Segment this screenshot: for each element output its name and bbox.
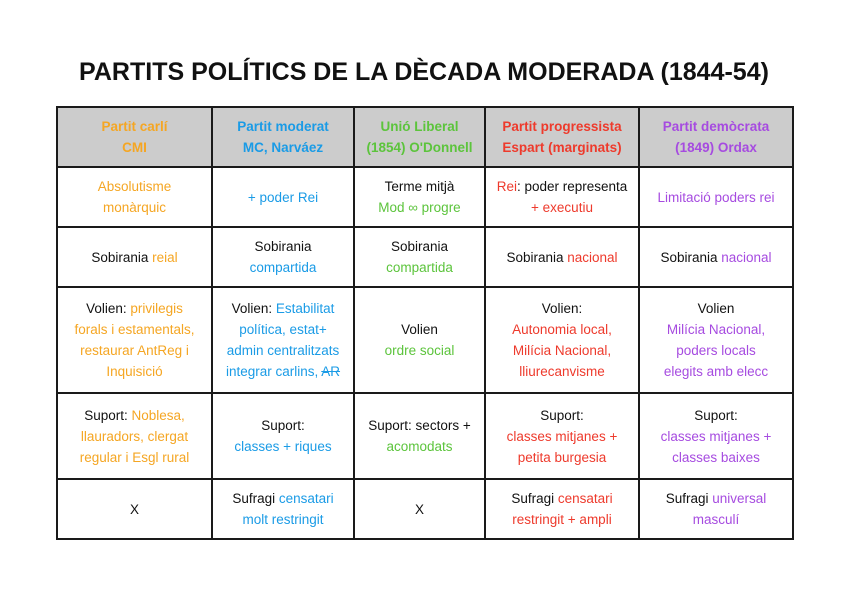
header-partit-democrata: Partit demòcrata (1849) Ordax xyxy=(639,107,793,167)
cell-unio-ideology: Terme mitjà Mod ∞ progre xyxy=(354,167,485,227)
cell-carli-ideology: Absolutisme monàrquic xyxy=(57,167,212,227)
cell-progressista-suffrage: Sufragi censatari restringit + ampli xyxy=(485,479,639,539)
cell-moderat-suffrage: Sufragi censatari molt restringit xyxy=(212,479,354,539)
header-row xyxy=(57,107,793,167)
cell-democrata-wanted: Volien Milícia Nacional, poders locals elegits amb elecc xyxy=(639,287,793,393)
cell-carli-support: Suport: Noblesa, llauradors, clergat regular i Esgl rural xyxy=(57,393,212,479)
cell-carli-wanted: Volien: privilegis forals i estamentals, restaurar AntReg i Inquisició xyxy=(57,287,212,393)
cell-carli-sovereignty: Sobirania reial xyxy=(57,227,212,287)
cell-moderat-sovereignty: Sobirania compartida xyxy=(212,227,354,287)
cell-moderat-ideology: + poder Rei xyxy=(212,167,354,227)
cell-progressista-support: Suport: classes mitjanes + petita burgesia xyxy=(485,393,639,479)
parties-table xyxy=(56,106,794,540)
header-partit-progressista: Partit progressista Espart (marginats) xyxy=(485,107,639,167)
header-unio-liberal: Unió Liberal (1854) O'Donnell xyxy=(354,107,485,167)
table-row-support xyxy=(57,393,793,479)
table-row-sovereignty xyxy=(57,227,793,287)
table-row-suffrage xyxy=(57,479,793,539)
cell-progressista-wanted: Volien: Autonomia local, Milícia Nacional, lliurecanvisme xyxy=(485,287,639,393)
page-title: PARTITS POLÍTICS DE LA DÈCADA MODERADA (1844-54) xyxy=(79,58,769,86)
cell-carli-suffrage: X xyxy=(57,479,212,539)
cell-democrata-sovereignty: Sobirania nacional xyxy=(639,227,793,287)
cell-unio-wanted: Volien ordre social xyxy=(354,287,485,393)
table-row-ideology xyxy=(57,167,793,227)
cell-unio-sovereignty: Sobirania compartida xyxy=(354,227,485,287)
cell-progressista-sovereignty: Sobirania nacional xyxy=(485,227,639,287)
cell-unio-support: Suport: sectors + acomodats xyxy=(354,393,485,479)
header-partit-carli: Partit carlí CMI xyxy=(57,107,212,167)
cell-democrata-ideology: Limitació poders rei xyxy=(639,167,793,227)
cell-moderat-support: Suport: classes + riques xyxy=(212,393,354,479)
cell-democrata-support: Suport: classes mitjanes + classes baixes xyxy=(639,393,793,479)
header-partit-moderat: Partit moderat MC, Narváez xyxy=(212,107,354,167)
cell-unio-suffrage: X xyxy=(354,479,485,539)
cell-progressista-ideology: Rei: poder representa + executiu xyxy=(485,167,639,227)
cell-moderat-wanted: Volien: Estabilitat política, estat+ admin centralitzats integrar carlins, AR xyxy=(212,287,354,393)
cell-democrata-suffrage: Sufragi universal masculí xyxy=(639,479,793,539)
table-row-wanted xyxy=(57,287,793,393)
